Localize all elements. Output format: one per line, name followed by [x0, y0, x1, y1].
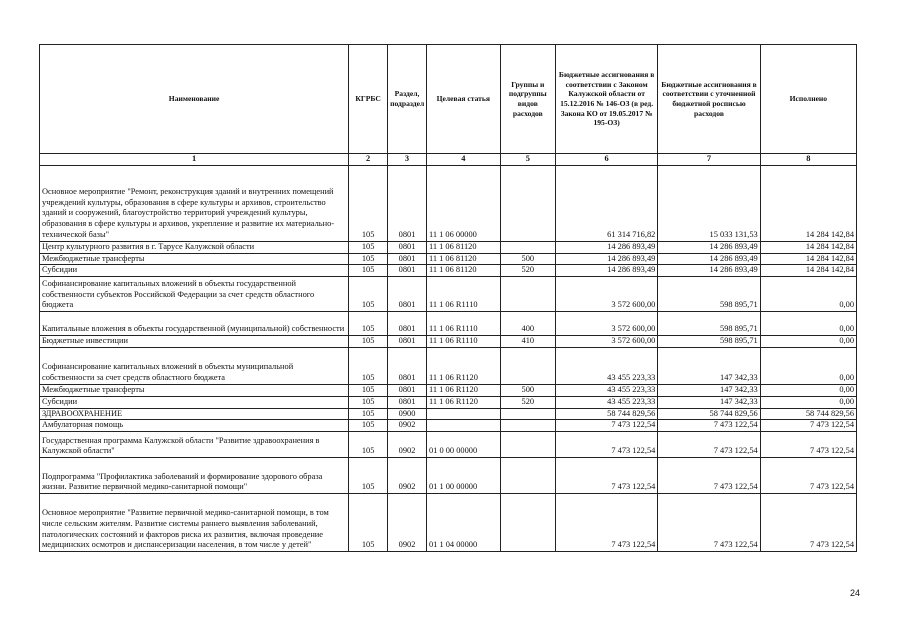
row-law-amount: 7 473 122,54 [555, 458, 657, 494]
row-target: 11 1 06 R1110 [426, 336, 500, 348]
row-target: 11 1 06 00000 [426, 165, 500, 241]
row-revised-amount: 147 342,33 [658, 384, 760, 396]
row-law-amount: 3 572 600,00 [555, 336, 657, 348]
table-row [40, 336, 857, 348]
header-name: Наименование [40, 45, 349, 154]
row-kgrbs: 105 [349, 253, 388, 265]
row-revised-amount: 147 342,33 [658, 347, 760, 384]
row-group: 520 [500, 396, 555, 408]
row-kgrbs: 105 [349, 458, 388, 494]
table-row [40, 265, 857, 277]
row-name: Межбюджетные трансферты [40, 253, 349, 265]
row-name: Субсидии [40, 396, 349, 408]
row-kgrbs: 105 [349, 312, 388, 336]
row-target [426, 420, 500, 432]
row-target: 11 1 06 R1120 [426, 384, 500, 396]
row-group [500, 241, 555, 253]
row-executed-amount: 14 284 142,84 [760, 165, 856, 241]
row-executed-amount: 0,00 [760, 384, 856, 396]
row-executed-amount: 7 473 122,54 [760, 494, 856, 552]
row-target: 11 1 06 R1110 [426, 277, 500, 312]
row-name: Амбулаторная помощь [40, 420, 349, 432]
row-executed-amount: 0,00 [760, 347, 856, 384]
table-row [40, 396, 857, 408]
column-number: 4 [426, 154, 500, 166]
row-name: Центр культурного развития в г. Тарусе Калужской области [40, 241, 349, 253]
column-number: 5 [500, 154, 555, 166]
row-target: 11 1 06 81120 [426, 241, 500, 253]
row-group [500, 165, 555, 241]
row-revised-amount: 7 473 122,54 [658, 494, 760, 552]
row-kgrbs: 105 [349, 347, 388, 384]
row-group: 410 [500, 336, 555, 348]
row-name: Капитальные вложения в объекты государственной (муниципальной) собственности [40, 312, 349, 336]
header-section: Раздел, подраздел [388, 45, 427, 154]
row-revised-amount: 598 895,71 [658, 277, 760, 312]
column-number: 6 [555, 154, 657, 166]
row-revised-amount: 14 286 893,49 [658, 253, 760, 265]
row-section: 0801 [388, 241, 427, 253]
row-group [500, 347, 555, 384]
row-group: 520 [500, 265, 555, 277]
table-row [40, 458, 857, 494]
row-name: ЗДРАВООХРАНЕНИЕ [40, 408, 349, 420]
table-row [40, 165, 857, 241]
row-target: 11 1 06 R1110 [426, 312, 500, 336]
row-revised-amount: 7 473 122,54 [658, 458, 760, 494]
header-row [40, 45, 857, 154]
row-kgrbs: 105 [349, 494, 388, 552]
row-kgrbs: 105 [349, 408, 388, 420]
row-name: Субсидии [40, 265, 349, 277]
row-kgrbs: 105 [349, 432, 388, 458]
page-number: 24 [850, 588, 861, 598]
row-section: 0801 [388, 347, 427, 384]
row-executed-amount: 7 473 122,54 [760, 420, 856, 432]
row-name: Софинансирование капитальных вложений в объекты государственной собственности субъектов Российской Федерации за счет средств областного бюджета [40, 277, 349, 312]
row-law-amount: 7 473 122,54 [555, 432, 657, 458]
row-target: 01 1 00 00000 [426, 458, 500, 494]
table-row [40, 494, 857, 552]
column-number: 1 [40, 154, 349, 166]
row-target [426, 408, 500, 420]
row-executed-amount: 0,00 [760, 312, 856, 336]
row-revised-amount: 598 895,71 [658, 336, 760, 348]
row-section: 0801 [388, 253, 427, 265]
row-section: 0801 [388, 312, 427, 336]
row-group: 500 [500, 384, 555, 396]
row-target: 01 0 00 00000 [426, 432, 500, 458]
row-group: 500 [500, 253, 555, 265]
row-law-amount: 7 473 122,54 [555, 420, 657, 432]
row-name: Бюджетные инвестиции [40, 336, 349, 348]
table-row [40, 408, 857, 420]
row-name: Государственная программа Калужской области "Развитие здравоохранения в Калужской области" [40, 432, 349, 458]
column-number: 8 [760, 154, 856, 166]
row-executed-amount: 0,00 [760, 396, 856, 408]
row-law-amount: 7 473 122,54 [555, 494, 657, 552]
column-number: 7 [658, 154, 760, 166]
table-row [40, 277, 857, 312]
row-kgrbs: 105 [349, 165, 388, 241]
row-section: 0902 [388, 458, 427, 494]
row-target: 11 1 06 R1120 [426, 347, 500, 384]
table-row [40, 347, 857, 384]
row-group [500, 277, 555, 312]
column-number: 3 [388, 154, 427, 166]
header-target: Целевая статья [426, 45, 500, 154]
row-executed-amount: 14 284 142,84 [760, 241, 856, 253]
row-group [500, 458, 555, 494]
row-name: Софинансирование капитальных вложений в объекты муниципальной собственности за счет средств областного бюджета [40, 347, 349, 384]
row-section: 0801 [388, 265, 427, 277]
row-revised-amount: 7 473 122,54 [658, 432, 760, 458]
header-executed: Исполнено [760, 45, 856, 154]
row-law-amount: 43 455 223,33 [555, 384, 657, 396]
row-target: 11 1 06 81120 [426, 253, 500, 265]
row-revised-amount: 14 286 893,49 [658, 241, 760, 253]
row-revised-amount: 15 033 131,53 [658, 165, 760, 241]
row-name: Межбюджетные трансферты [40, 384, 349, 396]
row-law-amount: 43 455 223,33 [555, 396, 657, 408]
column-number-row [40, 154, 857, 166]
row-section: 0902 [388, 494, 427, 552]
row-law-amount: 3 572 600,00 [555, 277, 657, 312]
row-law-amount: 61 314 716,82 [555, 165, 657, 241]
row-revised-amount: 7 473 122,54 [658, 420, 760, 432]
row-law-amount: 14 286 893,49 [555, 265, 657, 277]
row-kgrbs: 105 [349, 241, 388, 253]
table-row [40, 420, 857, 432]
row-law-amount: 43 455 223,33 [555, 347, 657, 384]
row-group [500, 494, 555, 552]
header-groups: Группы и подгруппы видов расходов [500, 45, 555, 154]
row-law-amount: 58 744 829,56 [555, 408, 657, 420]
row-executed-amount: 14 284 142,84 [760, 265, 856, 277]
header-revised-allocations: Бюджетные ассигнования в соответствии с уточненной бюджетной росписью расходов [658, 45, 760, 154]
row-kgrbs: 105 [349, 396, 388, 408]
row-group: 400 [500, 312, 555, 336]
row-law-amount: 3 572 600,00 [555, 312, 657, 336]
row-revised-amount: 14 286 893,49 [658, 265, 760, 277]
row-section: 0801 [388, 336, 427, 348]
row-section: 0902 [388, 432, 427, 458]
row-law-amount: 14 286 893,49 [555, 241, 657, 253]
row-section: 0801 [388, 165, 427, 241]
row-name: Подпрограмма "Профилактика заболеваний и формирование здорового образа жизни. Развитие первичной медико-санитарной помощи" [40, 458, 349, 494]
row-executed-amount: 0,00 [760, 336, 856, 348]
row-section: 0902 [388, 420, 427, 432]
row-target: 01 1 04 00000 [426, 494, 500, 552]
row-group [500, 420, 555, 432]
row-revised-amount: 598 895,71 [658, 312, 760, 336]
row-name: Основное мероприятие "Ремонт, реконструкция зданий и внутренних помещений учреждений культуры, образования в сфере культуры и архивов, строительство зданий и сооружений, благоустройство территорий учреждений культуры, образования в сфере культуры и архивов, укрепление и развитие их материально-технической базы" [40, 165, 349, 241]
header-law-allocations: Бюджетные ассигнования в соответствии с Законом Калужской области от 15.12.2016 № 146-ОЗ (в ред. Закона КО от 19.05.2017 № 195-ОЗ) [555, 45, 657, 154]
row-revised-amount: 58 744 829,56 [658, 408, 760, 420]
row-kgrbs: 105 [349, 265, 388, 277]
row-section: 0801 [388, 277, 427, 312]
row-executed-amount: 7 473 122,54 [760, 458, 856, 494]
table-row [40, 241, 857, 253]
row-name: Основное мероприятие "Развитие первичной медико-санитарной помощи, в том числе сельским жителям. Развитие системы раннего выявления заболеваний, патологических состояний и факторов риска их развития, включая проведение медицинских осмотров и диспансеризации населения, в том числе у детей" [40, 494, 349, 552]
row-kgrbs: 105 [349, 336, 388, 348]
table-row [40, 384, 857, 396]
column-number: 2 [349, 154, 388, 166]
row-kgrbs: 105 [349, 420, 388, 432]
row-executed-amount: 0,00 [760, 277, 856, 312]
header-kgrbs: КГРБС [349, 45, 388, 154]
row-target: 11 1 06 R1120 [426, 396, 500, 408]
table-row [40, 432, 857, 458]
row-group [500, 432, 555, 458]
row-section: 0801 [388, 384, 427, 396]
table-row [40, 253, 857, 265]
row-executed-amount: 7 473 122,54 [760, 432, 856, 458]
row-group [500, 408, 555, 420]
row-target: 11 1 06 81120 [426, 265, 500, 277]
row-kgrbs: 105 [349, 384, 388, 396]
table-row [40, 312, 857, 336]
row-section: 0900 [388, 408, 427, 420]
row-executed-amount: 14 284 142,84 [760, 253, 856, 265]
row-revised-amount: 147 342,33 [658, 396, 760, 408]
row-law-amount: 14 286 893,49 [555, 253, 657, 265]
row-executed-amount: 58 744 829,56 [760, 408, 856, 420]
row-kgrbs: 105 [349, 277, 388, 312]
budget-table [39, 44, 857, 552]
row-section: 0801 [388, 396, 427, 408]
